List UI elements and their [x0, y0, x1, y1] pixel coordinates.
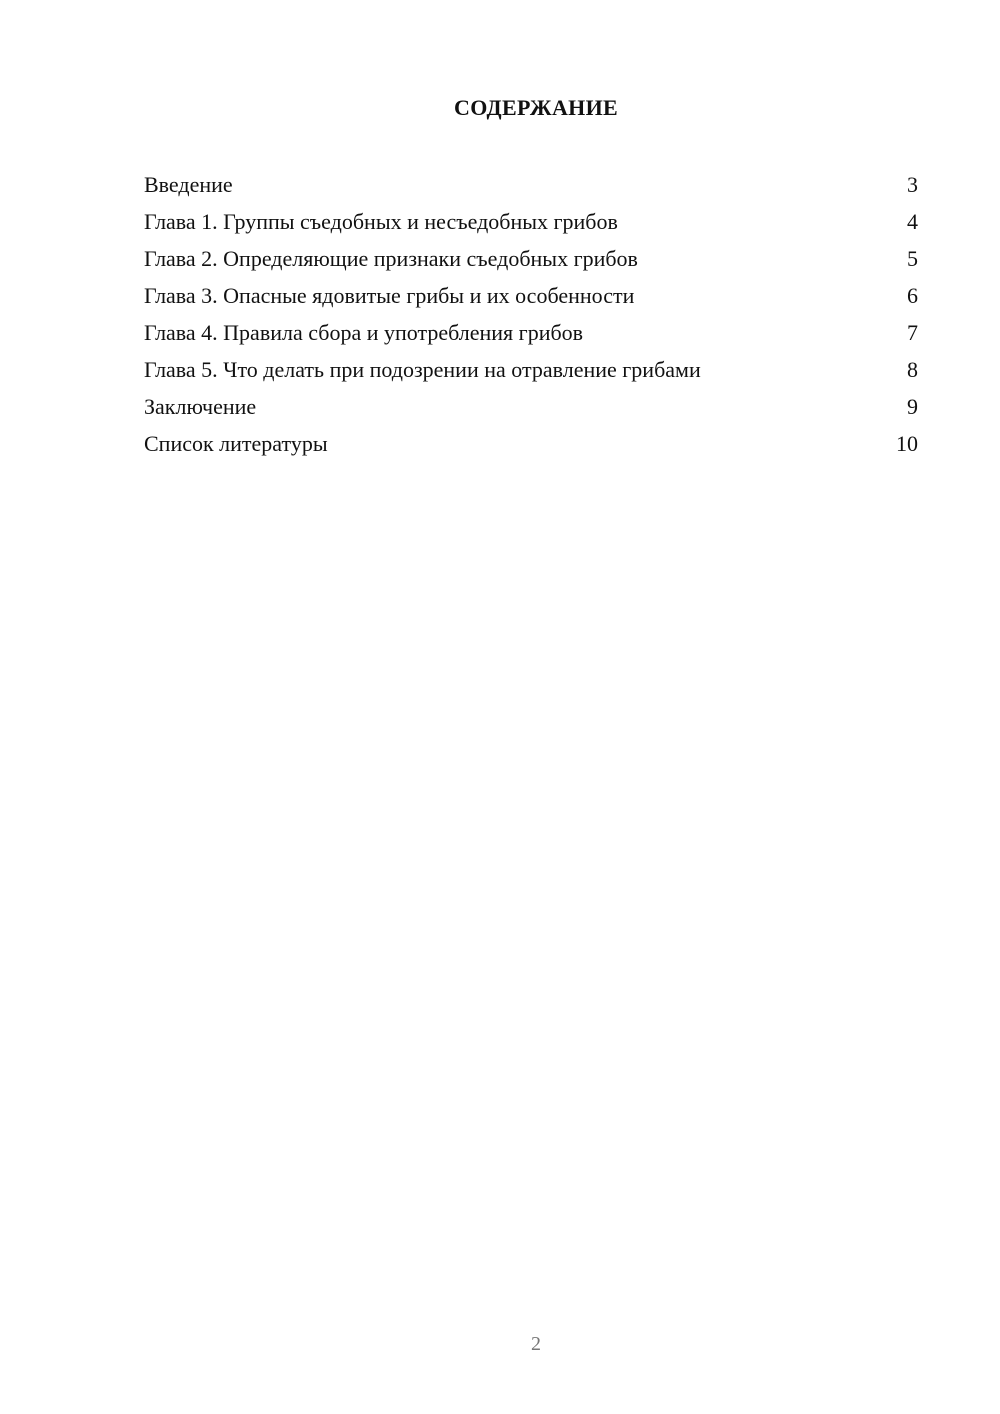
table-of-contents: [144, 168, 918, 464]
toc-entry-title: Заключение: [144, 394, 257, 419]
page-number: 2: [531, 1333, 541, 1355]
toc-entry-page: 3: [907, 172, 918, 197]
toc-entry: [144, 279, 918, 316]
toc-entry-title: Введение: [144, 172, 233, 197]
toc-entry-title: Глава 5. Что делать при подозрении на отравление грибами: [144, 357, 701, 382]
toc-entry-title: Глава 2. Определяющие признаки съедобных грибов: [144, 246, 638, 271]
toc-entry: [144, 316, 918, 353]
toc-entry-page: 8: [907, 357, 918, 382]
toc-entry-title: Глава 4. Правила сбора и употребления грибов: [144, 320, 584, 345]
toc-entry-page: 7: [907, 320, 918, 345]
toc-entry-title: Глава 1. Группы съедобных и несъедобных грибов: [144, 209, 618, 234]
toc-entry-title: Список литературы: [144, 431, 328, 456]
toc-entry: [144, 168, 918, 205]
toc-entry: [144, 242, 918, 279]
toc-entry-page: 5: [907, 246, 918, 271]
toc-entry: [144, 205, 918, 242]
toc-entry-page: 10: [896, 431, 918, 456]
page-title: СОДЕРЖАНИЕ: [454, 95, 618, 120]
toc-entry-page: 6: [907, 283, 918, 308]
toc-entry: [144, 353, 918, 390]
toc-entry-page: 4: [907, 209, 918, 234]
toc-entry-title: Глава 3. Опасные ядовитые грибы и их особенности: [144, 283, 635, 308]
toc-entry: [144, 427, 918, 464]
toc-entry-page: 9: [907, 394, 918, 419]
toc-entry: [144, 390, 918, 427]
